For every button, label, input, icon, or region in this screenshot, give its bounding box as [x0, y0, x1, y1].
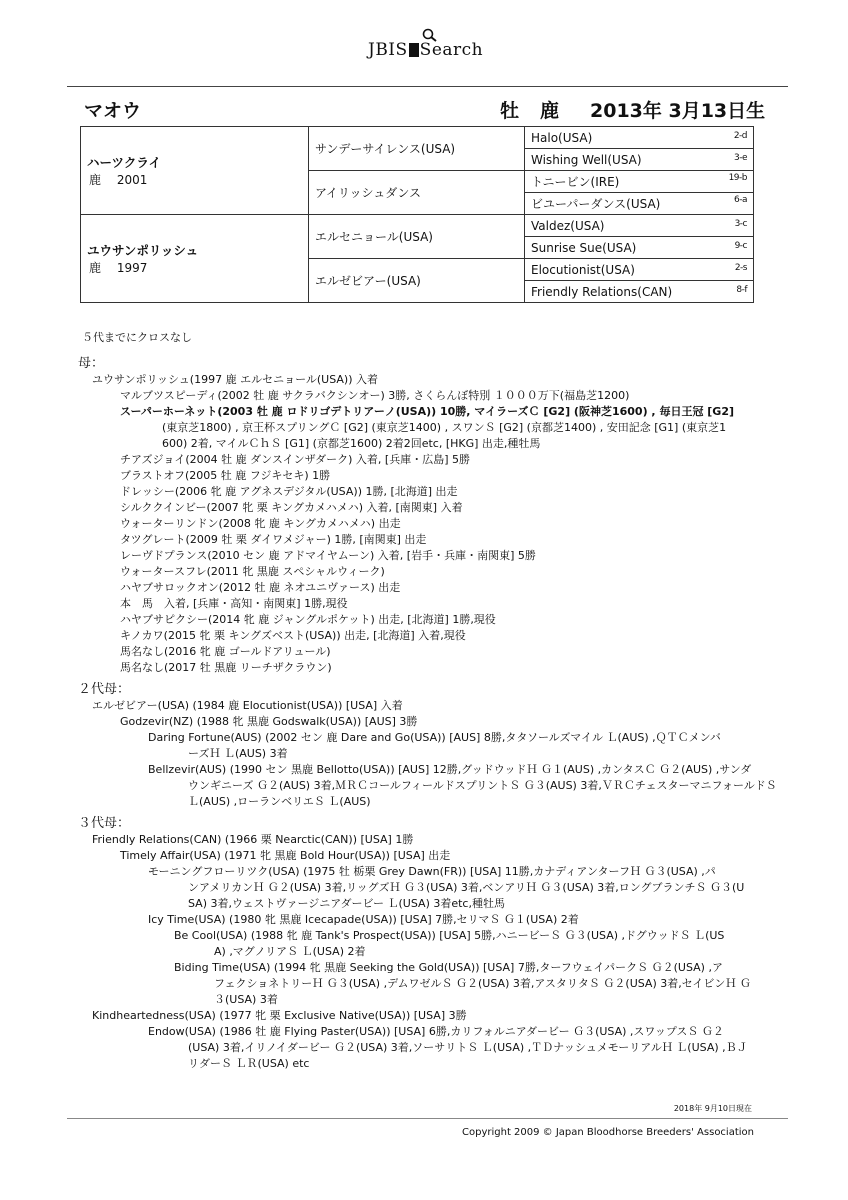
list-item: 600) 2着, マイルＣｈＳ [G1] (京都芝1600) 2着2回etc, [HKG] 出走,種牡馬 — [162, 437, 541, 450]
section-dam: 母： — [78, 356, 105, 371]
list-item: Be Cool(USA) (1988 牝 鹿 Tank's Prospect(USA)) [USA] 5勝,ハニービーＳ Ｇ３(USA) ,ドグウッドＳ Ｌ(US — [174, 929, 725, 942]
pedigree-dam: ユウサンポリッシュ 鹿 1997 — [81, 215, 309, 303]
list-item: ウンギニーズ Ｇ２(AUS) 3着,ＭＲＣコールフィールドスプリントＳ Ｇ３(AUS) 3着,ＶＲＣチェスターマニフォールドＳ — [188, 779, 777, 792]
list-item: ドレッシー(2006 牝 鹿 アグネスデジタル(USA)) 1勝, [北海道] 出走 — [120, 485, 458, 498]
cross-note: ５代までにクロスなし — [82, 331, 192, 344]
pedigree-gen3-6: Sunrise Sue(USA) 9-c — [525, 237, 754, 259]
jbis-logo: JBIS Search — [368, 40, 483, 60]
section-second-dam: ２代母： — [78, 682, 131, 697]
horse-sex: 牡 — [500, 100, 520, 122]
list-item: マルブツスピーディ(2002 牡 鹿 サクラバクシンオー) 3勝, さくらんぼ特別 １０００万下(福島芝1200) — [120, 389, 630, 402]
list-item: 馬名なし(2017 牡 黒鹿 リーチザクラウン) — [120, 661, 332, 674]
list-item: ユウサンポリッシュ(1997 鹿 エルセニョール(USA)) 入着 — [92, 373, 378, 386]
dam1-list — [78, 372, 760, 676]
header-rule — [67, 86, 788, 87]
list-item: ーズＨ Ｌ(AUS) 3着 — [188, 747, 288, 760]
copyright: Copyright 2009 © Japan Bloodhorse Breeders' Association — [462, 1127, 754, 1138]
list-item: A) ,マグノリアＳ Ｌ(USA) 2着 — [214, 945, 366, 958]
pedigree-table — [80, 126, 754, 303]
pedigree-gen3-4: ビユーパーダンス(USA) 6-a — [525, 193, 754, 215]
horse-birth: 2013年 3月13日生 — [590, 100, 766, 122]
footer-rule — [67, 1118, 788, 1119]
list-item: タツグレート(2009 牡 栗 ダイワメジャー) 1勝, [南関東] 出走 — [120, 533, 427, 546]
list-item: Friendly Relations(CAN) (1966 栗 Nearctic(CAN)) [USA] 1勝 — [92, 833, 414, 846]
list-item: Kindheartedness(USA) (1977 牝 栗 Exclusive Native(USA)) [USA] 3勝 — [92, 1009, 467, 1022]
pedigree-gen2-4: エルゼビアー(USA) — [309, 259, 525, 303]
list-item: 馬名なし(2016 牝 鹿 ゴールドアリュール) — [120, 645, 331, 658]
list-item: SA) 3着,ウェストヴァージニアダービー Ｌ(USA) 3着etc,種牡馬 — [188, 897, 505, 910]
horse-name: マオウ — [84, 100, 142, 122]
section-third-dam: ３代母： — [78, 816, 131, 831]
list-item: ウォーターリンドン(2008 牝 鹿 キングカメハメハ) 出走 — [120, 517, 401, 530]
logo-mark — [409, 43, 419, 57]
pedigree-gen3-8: Friendly Relations(CAN) 8-f — [525, 281, 754, 303]
magnifier-icon — [420, 28, 438, 42]
list-item: ハヤブサピクシー(2014 牝 鹿 ジャングルポケット) 出走, [北海道] 1勝,現役 — [120, 613, 496, 626]
pedigree-gen3-2: Wishing Well(USA) 3-e — [525, 149, 754, 171]
list-item: フェクショネトリーＨ Ｇ３(USA) ,デムワゼルＳ Ｇ２(USA) 3着,アスタリタＳ Ｇ２(USA) 3着,セイビンＨ Ｇ — [214, 977, 751, 990]
list-item: Bellzevir(AUS) (1990 セン 黒鹿 Bellotto(USA)) [AUS] 12勝,グッドウッドＨ Ｇ１(AUS) ,カンタスＣ Ｇ２(AUS) ,サンダ — [148, 763, 752, 776]
list-item: シルククインビー(2007 牝 栗 キングカメハメハ) 入着, [南関東] 入着 — [120, 501, 463, 514]
list-item: 本 馬 入着, [兵庫・高知・南関東] 1勝,現役 — [120, 597, 348, 610]
pedigree-sire: ハーツクライ 鹿 2001 — [81, 127, 309, 215]
list-item: (USA) 3着,イリノイダービー Ｇ２(USA) 3着,ソーサリトＳ Ｌ(USA) ,ＴＤナッシュメモーリアルＨ Ｌ(USA) ,ＢＪ — [188, 1041, 748, 1054]
list-item: エルゼビアー(USA) (1984 鹿 Elocutionist(USA)) [USA] 入着 — [92, 699, 403, 712]
pedigree-gen3-5: Valdez(USA) 3-c — [525, 215, 754, 237]
list-item: リダーＳ ＬＲ(USA) etc — [188, 1057, 310, 1070]
dam3-list — [78, 832, 760, 1072]
list-item: ３(USA) 3着 — [214, 993, 278, 1006]
pedigree-gen3-1: Halo(USA) 2-d — [525, 127, 754, 149]
list-item: スーパーホーネット(2003 牡 鹿 ロドリゴデトリアーノ(USA)) 10勝, マイラーズＣ [G2] (阪神芝1600) , 毎日王冠 [G2] — [120, 405, 735, 418]
list-item: ンアメリカンＨ Ｇ２(USA) 3着,リッグズＨ Ｇ３(USA) 3着,ベンアリＨ Ｇ３(USA) 3着,ロングブランチＳ Ｇ３(U — [188, 881, 745, 894]
pedigree-gen3-3: トニービン(IRE) 19-b — [525, 171, 754, 193]
pedigree-gen3-7: Elocutionist(USA) 2-s — [525, 259, 754, 281]
list-item: Ｌ(AUS) ,ローランベリエＳ Ｌ(AUS) — [188, 795, 371, 808]
list-item: Timely Affair(USA) (1971 牝 黒鹿 Bold Hour(USA)) [USA] 出走 — [120, 849, 451, 862]
list-item: Daring Fortune(AUS) (2002 セン 鹿 Dare and Go(USA)) [AUS] 8勝,タタソールズマイル Ｌ(AUS) ,ＱＴＣメンバ — [148, 731, 721, 744]
list-item: Biding Time(USA) (1994 牝 黒鹿 Seeking the Gold(USA)) [USA] 7勝,ターフウェイパークＳ Ｇ２(USA) ,ア — [174, 961, 723, 974]
list-item: モーニングフローリツク(USA) (1975 牡 栃栗 Grey Dawn(FR)) [USA] 11勝,カナディアンターフＨ Ｇ３(USA) ,パ — [148, 865, 716, 878]
pedigree-gen2-3: エルセニョール(USA) — [309, 215, 525, 259]
pedigree-gen2-1: サンデーサイレンス(USA) — [309, 127, 525, 171]
list-item: Endow(USA) (1986 牡 鹿 Flying Paster(USA)) [USA] 6勝,カリフォルニアダービー Ｇ３(USA) ,スワップスＳ Ｇ２ — [148, 1025, 724, 1038]
list-item: ハヤブサロックオン(2012 牡 鹿 ネオユニヴァース) 出走 — [120, 581, 401, 594]
pedigree-gen2-2: アイリッシュダンス — [309, 171, 525, 215]
list-item: (東京芝1800) , 京王杯スプリングＣ [G2] (東京芝1400) , スワンＳ [G2] (京都芝1400) , 安田記念 [G1] (東京芝1 — [162, 421, 727, 434]
list-item: ウォータースフレ(2011 牝 黒鹿 スペシャルウィーク) — [120, 565, 385, 578]
list-item: チアズジョイ(2004 牡 鹿 ダンスインザダーク) 入着, [兵庫・広島] 5勝 — [120, 453, 470, 466]
list-item: Godzevir(NZ) (1988 牝 黒鹿 Godswalk(USA)) [AUS] 3勝 — [120, 715, 418, 728]
list-item: ブラストオフ(2005 牡 鹿 フジキセキ) 1勝 — [120, 469, 331, 482]
horse-color: 鹿 — [540, 100, 560, 122]
family-notes — [78, 330, 777, 1072]
as-of-date: 2018年 9月10日現在 — [673, 1104, 752, 1113]
list-item: キノカワ(2015 牝 栗 キングズベスト(USA)) 出走, [北海道] 入着,現役 — [120, 629, 466, 642]
dam2-list — [78, 698, 777, 810]
list-item: Icy Time(USA) (1980 牝 黒鹿 Icecapade(USA)) [USA] 7勝,セリマＳ Ｇ１(USA) 2着 — [148, 913, 579, 926]
list-item: レーヴドプランス(2010 セン 鹿 アドマイヤムーン) 入着, [岩手・兵庫・南関東] 5勝 — [120, 549, 536, 562]
